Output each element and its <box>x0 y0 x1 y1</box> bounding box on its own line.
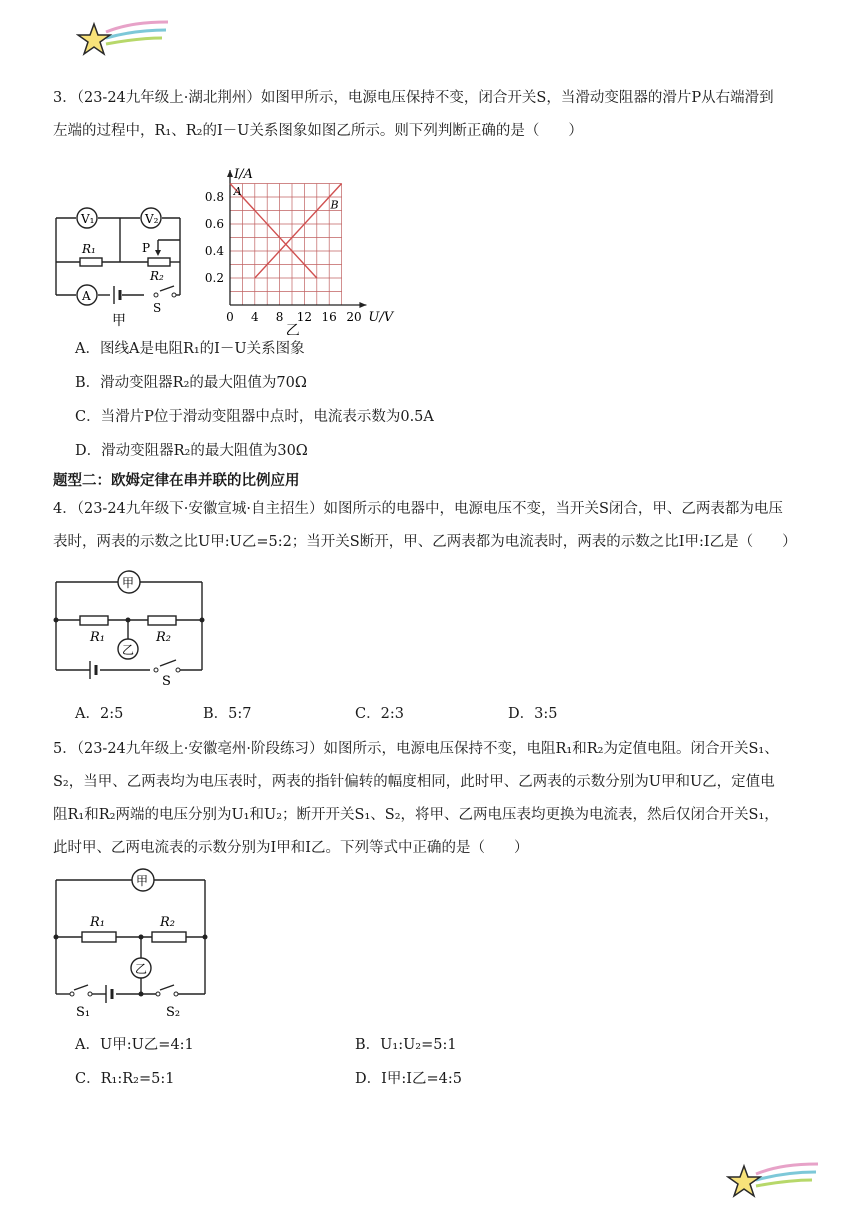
question-3-text: 3．（23-24九年级上·湖北荆州）如图甲所示，电源电压保持不变，闭合开关S，当滑动变阻器的滑片P从右端滑到 <box>53 90 774 106</box>
question-4-text: 表时，两表的示数之比U甲:U乙=5:2；当开关S断开，甲、乙两表都为电流表时，两表的示数之比I甲:I乙是（ ） <box>53 534 797 550</box>
p-label: P <box>142 241 151 255</box>
switch-s2-label: S₂ <box>166 1005 181 1020</box>
option-a[interactable]: A．U甲:U乙=4:1 <box>75 1037 194 1053</box>
iu-graph <box>200 150 415 335</box>
y-axis-label: I/A <box>234 167 253 182</box>
option-b[interactable]: B．5:7 <box>203 706 252 722</box>
option-a[interactable]: A．2:5 <box>75 706 124 722</box>
switch-label: S <box>162 674 171 689</box>
r1-label: R₁ <box>82 242 96 256</box>
question-3-text: 左端的过程中，R₁、R₂的I－U关系图象如图乙所示。则下列判断正确的是（ ） <box>53 123 583 139</box>
x-tick-label: 12 <box>296 310 313 324</box>
switch-label: S <box>153 301 162 315</box>
option-d[interactable]: D．I甲:I乙=4:5 <box>355 1071 462 1087</box>
x-tick-label: 16 <box>321 310 337 324</box>
v1-label: V₁ <box>81 212 95 226</box>
section-title: 题型二：欧姆定律在串并联的比例应用 <box>53 473 300 489</box>
switch-s1-label: S₁ <box>76 1005 91 1020</box>
shooting-star-icon <box>726 1160 822 1206</box>
circuit-diagram-jia <box>50 200 200 330</box>
question-5-text: 5．（23-24九年级上·安徽亳州·阶段练习）如图所示，电源电压保持不变，电阻R₁和R₂为定值电阻。闭合开关S₁、 <box>53 741 779 757</box>
r1-label: R₁ <box>90 630 105 645</box>
option-d[interactable]: D．滑动变阻器R₂的最大阻值为30Ω <box>75 443 308 459</box>
circuit-diagram-q4 <box>50 565 210 690</box>
option-a[interactable]: A．图线A是电阻R₁的I－U关系图象 <box>75 341 305 357</box>
shooting-star-icon <box>76 18 172 64</box>
y-tick-label: 0.2 <box>204 271 224 285</box>
meter-jia-label: 甲 <box>136 874 149 888</box>
meter-yi-label: 乙 <box>122 643 135 657</box>
x-tick-label: 20 <box>346 310 362 324</box>
y-tick-label: 0.4 <box>204 244 224 258</box>
option-b[interactable]: B．U₁:U₂=5:1 <box>355 1037 457 1053</box>
meter-jia-label: 甲 <box>122 576 135 590</box>
meter-yi-label: 乙 <box>135 962 148 976</box>
r1-label: R₁ <box>90 915 105 930</box>
option-d[interactable]: D．3:5 <box>508 706 558 722</box>
option-c[interactable]: C．2:3 <box>355 706 404 722</box>
v2-label: V₂ <box>145 212 159 226</box>
y-tick-label: 0.6 <box>204 217 224 231</box>
x-tick-label: 4 <box>250 310 259 324</box>
question-5-text: 此时甲、乙两电流表的示数分别为I甲和I乙。下列等式中正确的是（ ） <box>53 840 529 856</box>
figure-caption-yi: 乙 <box>285 323 300 335</box>
option-b[interactable]: B．滑动变阻器R₂的最大阻值为70Ω <box>75 375 307 391</box>
r2-label: R₂ <box>150 269 164 283</box>
ammeter-label: A <box>82 289 91 303</box>
x-tick-label: 8 <box>275 310 284 324</box>
y-axis-arrow <box>227 170 233 177</box>
option-c[interactable]: C．当滑片P位于滑动变阻器中点时，电流表示数为0.5A <box>75 409 434 425</box>
series-line-a <box>230 184 317 279</box>
series-line-b <box>255 184 342 279</box>
question-4-text: 4．（23-24九年级下·安徽宣城·自主招生）如图所示的电器中，电源电压不变，当开关S闭合，甲、乙两表都为电压 <box>53 501 783 517</box>
series-label-a: A <box>233 185 242 198</box>
question-5-text: S₂，当甲、乙两表均为电压表时，两表的指针偏转的幅度相同，此时甲、乙两表的示数分别为U甲和U乙，定值电 <box>53 774 775 790</box>
figure-caption-jia: 甲 <box>112 313 126 329</box>
question-5-text: 阻R₁和R₂两端的电压分别为U₁和U₂；断开开关S₁、S₂，将甲、乙两电压表均更换为电流表，然后仅闭合开关S₁， <box>53 807 779 823</box>
circuit-diagram-q5 <box>50 866 215 1021</box>
option-c[interactable]: C．R₁:R₂=5:1 <box>75 1071 175 1087</box>
r2-label: R₂ <box>156 630 171 645</box>
series-label-b: B <box>330 198 339 212</box>
y-tick-label: 0.8 <box>204 190 224 204</box>
x-axis-arrow <box>359 302 366 308</box>
x-tick-label: 0 <box>226 310 234 324</box>
r2-label: R₂ <box>160 915 175 930</box>
x-axis-label: U/V <box>368 310 394 325</box>
